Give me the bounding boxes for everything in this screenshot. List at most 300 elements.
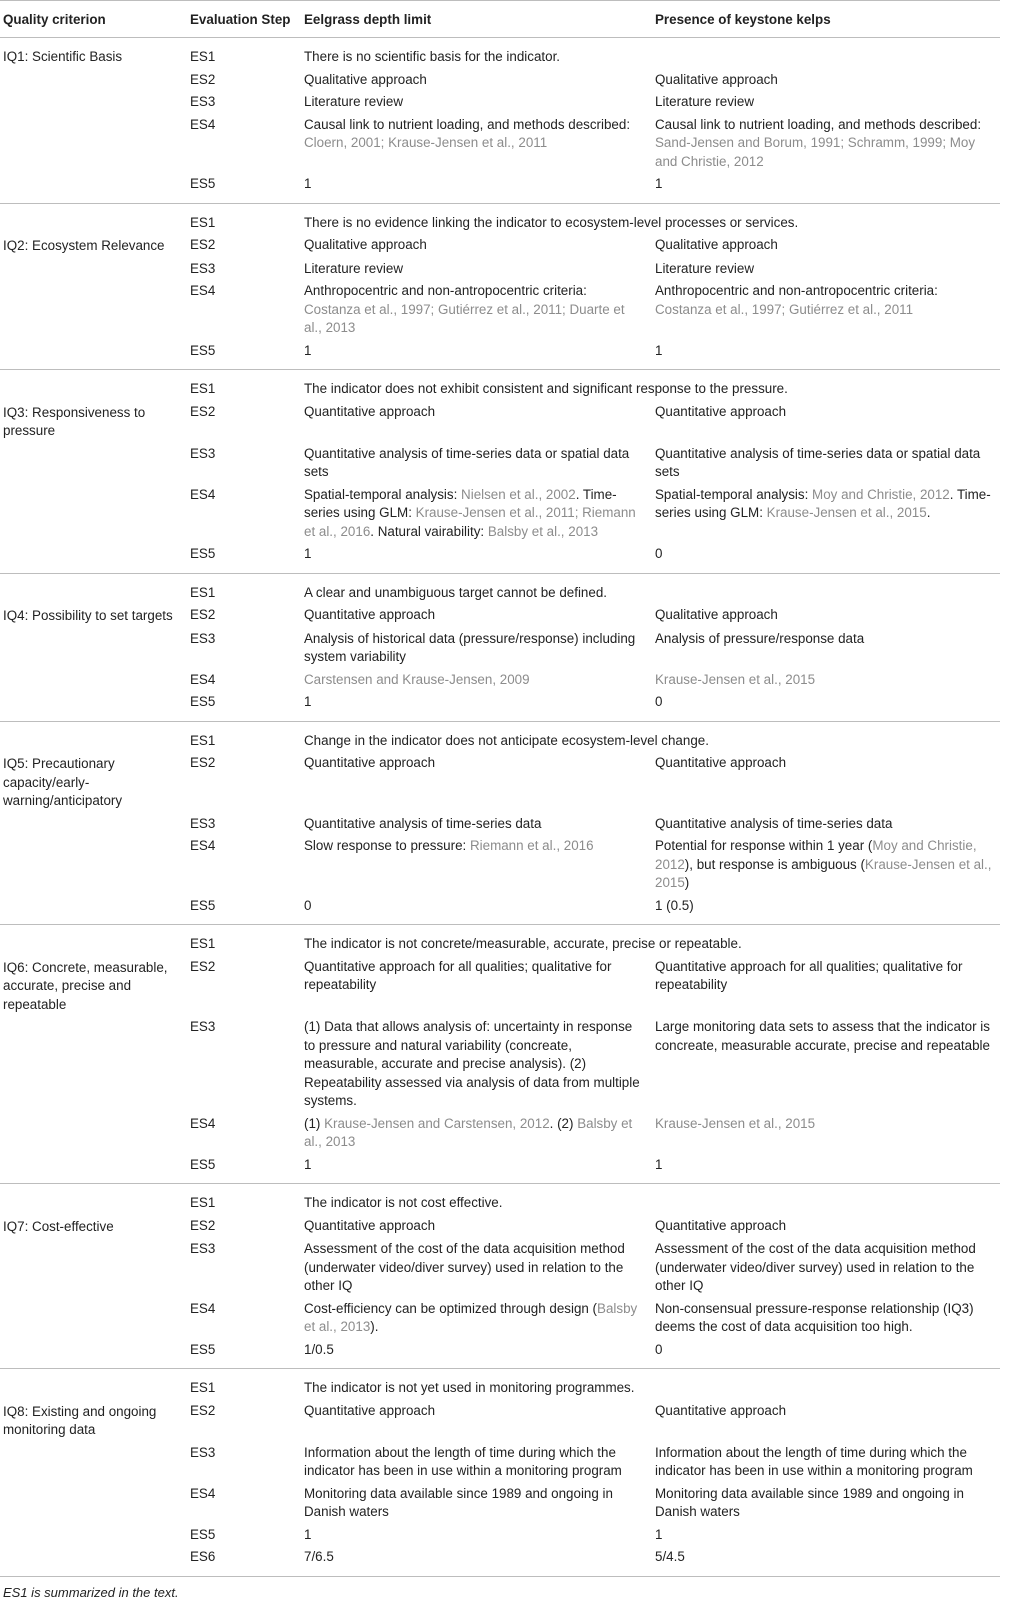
- criterion-cell: IQ6: Concrete, measurable, accurate, precise and repeatable: [3, 959, 168, 1012]
- citation-link[interactable]: Krause-Jensen et al., 2015: [655, 856, 992, 890]
- eelgrass-cell: [301, 91, 652, 114]
- criterion-cell: [0, 1154, 187, 1184]
- cell-text: 1/0.5: [304, 1341, 334, 1357]
- kelp-cell: [652, 91, 1000, 114]
- cell-text: 7/6.5: [304, 1549, 334, 1564]
- table-row: [0, 669, 1000, 692]
- header-evaluation-step: Evaluation Step: [190, 12, 291, 27]
- kelp-cell: [652, 1546, 1000, 1576]
- criterion-cell: [0, 1184, 187, 1215]
- table-row: [0, 895, 1000, 925]
- kelp-cell: [652, 669, 1000, 692]
- cell-text: Literature review: [304, 260, 403, 276]
- kelp-cell: [652, 956, 1000, 1017]
- citation-link[interactable]: Costanza et al., 1997; Gutiérrez et al., 2011: [655, 301, 914, 317]
- criterion-cell: [0, 573, 187, 604]
- kelp-cell: [652, 340, 1000, 370]
- es1-summary-cell: The indicator is not concrete/measurable, accurate, precise or repeatable.: [304, 936, 742, 951]
- table-row: [0, 1369, 1000, 1400]
- cell-text: Causal link to nutrient loading, and methods described:: [304, 116, 631, 132]
- criterion-cell: [0, 1442, 187, 1483]
- cell-text: Analysis of historical data (pressure/response) including system variability: [304, 630, 636, 664]
- kelp-cell: [652, 628, 1000, 669]
- eelgrass-cell: [301, 1154, 652, 1184]
- cell-text: 0: [304, 897, 312, 913]
- es1-summary-cell: There is no scientific basis for the indicator.: [304, 49, 561, 64]
- cell-text: Non-consensual pressure-response relationship (IQ3) deems the cost of data acquisition too high.: [655, 1300, 974, 1334]
- kelp-cell: [652, 691, 1000, 721]
- table-row: [0, 956, 1000, 1017]
- eelgrass-cell: [301, 1524, 652, 1547]
- table-row: [0, 1113, 1000, 1154]
- citation-link[interactable]: Moy and Christie, 2012: [655, 838, 977, 872]
- cell-text: (1) Data that allows analysis of: uncertainty in response to pressure and natural variability (concreate, measurable, accurate and precise analysis). (2) Repeatability assessed via analysis of data from multiple systems.: [304, 1019, 640, 1108]
- cell-text: Anthropocentric and non-antropocentric criteria:: [655, 283, 938, 298]
- cell-text: Qualitative approach: [655, 71, 778, 87]
- cell-text: Quantitative approach: [655, 1402, 787, 1418]
- eelgrass-cell: [301, 258, 652, 281]
- header-row: [0, 1, 1000, 38]
- eelgrass-cell: [301, 340, 652, 370]
- citation-link[interactable]: Costanza et al., 1997; Gutiérrez et al., 2011; Duarte et al., 2013: [304, 301, 625, 335]
- es1-summary-cell: The indicator is not yet used in monitoring programmes.: [304, 1380, 635, 1395]
- citation-link[interactable]: Balsby et al., 2013: [304, 1300, 638, 1334]
- cell-text: 1: [304, 546, 312, 561]
- cell-text: 1: [655, 1156, 663, 1172]
- table-row: [0, 543, 1000, 573]
- cell-text: Spatial-temporal analysis:: [655, 486, 813, 502]
- citation-link[interactable]: Cloern, 2001; Krause-Jensen et al., 2011: [304, 135, 548, 150]
- citation-link[interactable]: Riemann et al., 2016: [469, 838, 594, 853]
- eelgrass-cell: [301, 628, 652, 669]
- table-row: [0, 1154, 1000, 1184]
- criterion-group: [0, 38, 1000, 204]
- table-row: [0, 1016, 1000, 1113]
- cell-text: Quantitative analysis of time-series data: [304, 815, 542, 831]
- table-footnote: ES1 is summarized in the text.: [3, 1585, 179, 1600]
- kelp-cell: [652, 543, 1000, 573]
- evaluation-step-cell: ES5: [190, 546, 216, 561]
- table-row: [0, 280, 1000, 340]
- kelp-cell: [652, 1154, 1000, 1184]
- criterion-cell: IQ7: Cost-effective: [3, 1218, 114, 1234]
- cell-text: Monitoring data available since 1989 and ongoing in Danish waters: [304, 1485, 613, 1519]
- eelgrass-cell: [301, 1483, 652, 1524]
- cell-text: 1: [655, 342, 663, 358]
- cell-text: Qualitative approach: [655, 237, 778, 252]
- table-row: [0, 203, 1000, 234]
- cell-text: Qualitative approach: [304, 237, 427, 252]
- criterion-cell: [0, 443, 187, 484]
- criterion-cell: [0, 895, 187, 925]
- table-row: [0, 813, 1000, 836]
- kelp-cell: [652, 604, 1000, 628]
- es1-summary-cell: Change in the indicator does not anticipate ecosystem-level change.: [304, 732, 709, 748]
- evaluation-step-cell: ES2: [190, 71, 216, 87]
- evaluation-step-cell: ES5: [190, 1156, 216, 1172]
- evaluation-step-cell: ES3: [190, 1241, 216, 1256]
- table-row: [0, 1339, 1000, 1369]
- cell-text: Literature review: [655, 94, 754, 109]
- criterion-cell: IQ1: Scientific Basis: [3, 49, 123, 64]
- kelp-cell: [652, 69, 1000, 92]
- cell-text: . (2): [549, 1115, 578, 1131]
- cell-text: 1 (0.5): [655, 897, 694, 913]
- criterion-cell: [0, 691, 187, 721]
- eelgrass-cell: [301, 1215, 652, 1239]
- citation-link[interactable]: Krause-Jensen et al., 2011; Riemann et al., 2016: [304, 505, 636, 539]
- table-row: [0, 1298, 1000, 1339]
- cell-text: Slow response to pressure:: [304, 838, 470, 853]
- eelgrass-cell: [301, 280, 652, 340]
- cell-text: Quantitative approach: [655, 403, 787, 419]
- criterion-cell: IQ2: Ecosystem Relevance: [3, 238, 165, 253]
- eelgrass-cell: [301, 604, 652, 628]
- eelgrass-cell: [301, 484, 652, 544]
- citation-link[interactable]: Krause-Jensen and Carstensen, 2012: [324, 1115, 550, 1131]
- evaluation-step-cell: ES3: [190, 815, 216, 831]
- cell-text: Information about the length of time during which the indicator has been in use within a monitoring program: [655, 1444, 973, 1478]
- evaluation-step-cell: ES5: [190, 694, 216, 709]
- eelgrass-cell: [301, 1400, 652, 1442]
- cell-text: Analysis of pressure/response data: [655, 630, 865, 646]
- criterion-group: [0, 573, 1000, 721]
- criterion-cell: [0, 280, 187, 340]
- es1-summary-cell: There is no evidence linking the indicator to ecosystem-level processes or services.: [304, 214, 799, 230]
- criterion-cell: [0, 370, 187, 401]
- evaluation-step-cell: ES4: [190, 671, 216, 687]
- evaluation-step-cell: ES1: [190, 732, 216, 748]
- evaluation-step-cell: ES3: [190, 630, 216, 646]
- cell-text: . Time-series using GLM:: [655, 486, 991, 520]
- cell-text: 0: [655, 546, 663, 561]
- cell-text: Quantitative analysis of time-series data: [655, 815, 893, 831]
- eelgrass-cell: [301, 114, 652, 174]
- evaluation-step-cell: ES4: [190, 1485, 216, 1501]
- criterion-cell: [0, 91, 187, 114]
- eelgrass-cell: [301, 1298, 652, 1339]
- citation-link[interactable]: Krause-Jensen et al., 2015: [655, 1115, 816, 1131]
- table-row: [0, 370, 1000, 401]
- cell-text: Quantitative approach for all qualities; qualitative for repeatability: [304, 958, 612, 992]
- evaluation-step-cell: ES5: [190, 342, 216, 358]
- criterion-group: [0, 370, 1000, 574]
- criterion-cell: [0, 1016, 187, 1113]
- evaluation-step-cell: ES3: [190, 1019, 216, 1034]
- kelp-cell: [652, 1016, 1000, 1113]
- table-header: [0, 1, 1000, 38]
- eelgrass-cell: [301, 69, 652, 92]
- table-row: [0, 752, 1000, 813]
- cell-text: Quantitative approach: [304, 1217, 436, 1233]
- cell-text: Quantitative approach: [304, 403, 436, 419]
- eelgrass-cell: [301, 835, 652, 895]
- table-row: [0, 721, 1000, 752]
- table-row: [0, 1400, 1000, 1442]
- eelgrass-cell: [301, 752, 652, 813]
- cell-text: Information about the length of time during which the indicator has been in use within a monitoring program: [304, 1444, 622, 1478]
- eelgrass-cell: [301, 1113, 652, 1154]
- criterion-cell: [0, 925, 187, 956]
- criterion-cell: [0, 1546, 187, 1576]
- kelp-cell: [652, 114, 1000, 174]
- criterion-cell: [0, 340, 187, 370]
- criterion-cell: [0, 173, 187, 203]
- criterion-cell: [0, 1339, 187, 1369]
- cell-text: Quantitative approach: [655, 1217, 787, 1233]
- criterion-cell: [0, 813, 187, 836]
- table-row: [0, 604, 1000, 628]
- cell-text: Qualitative approach: [655, 607, 778, 622]
- table-row: [0, 1184, 1000, 1215]
- cell-text: Assessment of the cost of the data acquisition method (underwater video/diver survey) used in relation to the other IQ: [304, 1241, 625, 1293]
- criterion-cell: [0, 543, 187, 573]
- eelgrass-cell: [301, 543, 652, 573]
- cell-text: Spatial-temporal analysis:: [304, 486, 462, 502]
- eelgrass-cell: [301, 1442, 652, 1483]
- kelp-cell: [652, 1400, 1000, 1442]
- table-row: [0, 114, 1000, 174]
- eelgrass-cell: [301, 1016, 652, 1113]
- criterion-group: [0, 721, 1000, 925]
- kelp-cell: [652, 1215, 1000, 1239]
- criterion-cell: IQ3: Responsiveness to pressure: [3, 404, 146, 438]
- citation-link[interactable]: Krause-Jensen et al., 2015: [655, 671, 816, 687]
- citation-link[interactable]: Sand-Jensen and Borum, 1991; Schramm, 1999; Moy and Christie, 2012: [655, 135, 976, 169]
- table-row: [0, 1442, 1000, 1483]
- evaluation-step-cell: ES5: [190, 176, 216, 191]
- kelp-cell: [652, 813, 1000, 836]
- kelp-cell: [652, 234, 1000, 258]
- citation-link[interactable]: Moy and Christie, 2012: [812, 486, 950, 502]
- eelgrass-cell: [301, 669, 652, 692]
- evaluation-step-cell: ES5: [190, 1526, 216, 1542]
- kelp-cell: [652, 280, 1000, 340]
- header-quality-criterion: Quality criterion: [3, 12, 106, 27]
- kelp-cell: [652, 1113, 1000, 1154]
- eelgrass-cell: [301, 443, 652, 484]
- criterion-cell: [0, 1238, 187, 1298]
- evaluation-step-cell: ES2: [190, 237, 216, 252]
- evaluation-step-cell: ES1: [190, 936, 216, 951]
- criterion-cell: [0, 1113, 187, 1154]
- cell-text: 0: [655, 1341, 663, 1357]
- table-row: [0, 258, 1000, 281]
- cell-text: Potential for response within 1 year (: [655, 838, 873, 853]
- cell-text: 1: [655, 1526, 663, 1542]
- header-eelgrass-depth-limit: Eelgrass depth limit: [304, 12, 432, 27]
- table-row: [0, 484, 1000, 544]
- kelp-cell: [652, 752, 1000, 813]
- evaluation-step-cell: ES1: [190, 1380, 216, 1395]
- citation-link[interactable]: Balsby et al., 2013: [304, 1115, 633, 1149]
- table-row: [0, 1546, 1000, 1576]
- eelgrass-cell: [301, 895, 652, 925]
- evaluation-step-cell: ES4: [190, 1115, 216, 1131]
- evaluation-step-cell: ES2: [190, 403, 216, 419]
- criterion-cell: [0, 628, 187, 669]
- cell-text: 1: [304, 1156, 312, 1172]
- kelp-cell: [652, 1442, 1000, 1483]
- criterion-cell: [0, 1369, 187, 1400]
- criterion-cell: IQ8: Existing and ongoing monitoring data: [3, 1403, 157, 1437]
- cell-text: 1: [304, 1526, 312, 1542]
- evaluation-step-cell: ES2: [190, 755, 216, 770]
- kelp-cell: [652, 1524, 1000, 1547]
- evaluation-step-cell: ES2: [190, 1217, 216, 1233]
- cell-text: Assessment of the cost of the data acquisition method (underwater video/diver survey) used in relation to the other IQ: [655, 1241, 976, 1293]
- cell-text: (1): [304, 1115, 325, 1131]
- cell-text: Quantitative approach: [304, 1402, 436, 1418]
- header-keystone-kelps: Presence of keystone kelps: [655, 12, 831, 27]
- cell-text: Anthropocentric and non-antropocentric criteria:: [304, 283, 587, 298]
- evaluation-step-cell: ES3: [190, 260, 216, 276]
- cell-text: .: [926, 505, 931, 520]
- cell-text: 5/4.5: [655, 1549, 685, 1564]
- cell-text: 1: [304, 694, 312, 709]
- criterion-cell: [0, 203, 187, 234]
- criterion-cell: [0, 484, 187, 544]
- table-row: [0, 1483, 1000, 1524]
- kelp-cell: [652, 835, 1000, 895]
- criterion-cell: [0, 69, 187, 92]
- cell-text: ): [684, 875, 690, 890]
- evaluation-step-cell: ES1: [190, 381, 216, 396]
- evaluation-step-cell: ES3: [190, 94, 216, 109]
- kelp-cell: [652, 258, 1000, 281]
- table-row: [0, 91, 1000, 114]
- table-row: [0, 1524, 1000, 1547]
- cell-text: Quantitative approach for all qualities; qualitative for repeatability: [655, 958, 963, 992]
- eelgrass-cell: [301, 401, 652, 443]
- evaluation-step-cell: ES5: [190, 1341, 216, 1357]
- es1-summary-cell: The indicator is not cost effective.: [304, 1195, 503, 1210]
- kelp-cell: [652, 1483, 1000, 1524]
- table-row: [0, 401, 1000, 443]
- kelp-cell: [652, 1298, 1000, 1339]
- kelp-cell: [652, 895, 1000, 925]
- cell-text: Quantitative approach: [655, 755, 787, 770]
- eelgrass-cell: [301, 1238, 652, 1298]
- cell-text: . Time-series using GLM:: [304, 486, 617, 520]
- cell-text: Literature review: [304, 94, 403, 109]
- criterion-cell: [0, 669, 187, 692]
- kelp-cell: [652, 1238, 1000, 1298]
- evaluation-step-cell: ES2: [190, 958, 216, 974]
- eelgrass-cell: [301, 813, 652, 836]
- evaluation-step-cell: ES4: [190, 1300, 216, 1316]
- eelgrass-cell: [301, 1546, 652, 1576]
- evaluation-step-cell: ES1: [190, 49, 216, 64]
- cell-text: ), but response is ambiguous (: [684, 856, 865, 872]
- evaluation-step-cell: ES5: [190, 897, 216, 913]
- evaluation-step-cell: ES1: [190, 214, 216, 230]
- table-row: [0, 340, 1000, 370]
- criterion-group: [0, 925, 1000, 1184]
- criterion-cell: [0, 721, 187, 752]
- cell-text: Quantitative approach: [304, 755, 436, 770]
- cell-text: ).: [370, 1319, 379, 1334]
- table-row: [0, 925, 1000, 956]
- criterion-group: [0, 203, 1000, 370]
- cell-text: 1: [304, 176, 312, 191]
- evaluation-step-cell: ES4: [190, 283, 216, 298]
- evaluation-step-cell: ES4: [190, 838, 216, 853]
- criterion-group: [0, 1184, 1000, 1369]
- cell-text: 0: [655, 694, 663, 709]
- es1-summary-cell: The indicator does not exhibit consistent and significant response to the pressure.: [304, 381, 788, 396]
- kelp-cell: [652, 173, 1000, 203]
- eelgrass-cell: [301, 173, 652, 203]
- table-row: [0, 835, 1000, 895]
- criterion-cell: [0, 114, 187, 174]
- criterion-cell: [0, 835, 187, 895]
- eelgrass-cell: [301, 1339, 652, 1369]
- evaluation-step-cell: ES2: [190, 1402, 216, 1418]
- cell-text: Cost-efficiency can be optimized through design (: [304, 1300, 598, 1316]
- evaluation-step-cell: ES4: [190, 116, 216, 132]
- criterion-cell: IQ5: Precautionary capacity/early-warning/anticipatory: [3, 756, 123, 808]
- criterion-cell: [0, 258, 187, 281]
- table-row: [0, 69, 1000, 92]
- cell-text: . Natural vairability:: [370, 523, 488, 539]
- table-row: [0, 1215, 1000, 1239]
- table-row: [0, 38, 1000, 69]
- cell-text: Quantitative analysis of time-series data or spatial data sets: [655, 445, 981, 479]
- eelgrass-cell: [301, 956, 652, 1017]
- cell-text: Quantitative approach: [304, 607, 436, 622]
- evaluation-step-cell: ES4: [190, 486, 216, 502]
- table-row: [0, 1238, 1000, 1298]
- evaluation-step-cell: ES1: [190, 584, 216, 600]
- citation-link[interactable]: Nielsen et al., 2002: [461, 486, 576, 502]
- criterion-cell: [0, 1524, 187, 1547]
- evaluation-step-cell: ES2: [190, 607, 216, 622]
- criterion-cell: IQ4: Possibility to set targets: [3, 608, 173, 623]
- evaluation-step-cell: ES6: [190, 1549, 216, 1564]
- es1-summary-cell: A clear and unambiguous target cannot be defined.: [304, 584, 607, 600]
- eelgrass-cell: [301, 691, 652, 721]
- table-row: [0, 573, 1000, 604]
- cell-text: Monitoring data available since 1989 and ongoing in Danish waters: [655, 1485, 964, 1519]
- cell-text: Qualitative approach: [304, 71, 427, 87]
- table-row: [0, 628, 1000, 669]
- cell-text: Literature review: [655, 260, 754, 276]
- criterion-cell: [0, 1483, 187, 1524]
- kelp-cell: [652, 1339, 1000, 1369]
- cell-text: 1: [304, 342, 312, 358]
- cell-text: 1: [655, 176, 663, 191]
- citation-link[interactable]: Carstensen and Krause-Jensen, 2009: [304, 671, 530, 687]
- kelp-cell: [652, 443, 1000, 484]
- eelgrass-cell: [301, 234, 652, 258]
- table-row: [0, 173, 1000, 203]
- evaluation-step-cell: ES3: [190, 445, 216, 461]
- kelp-cell: [652, 401, 1000, 443]
- kelp-cell: [652, 484, 1000, 544]
- table-row: [0, 691, 1000, 721]
- table-row: [0, 234, 1000, 258]
- criterion-group: [0, 1369, 1000, 1577]
- citation-link[interactable]: Krause-Jensen et al., 2015: [766, 505, 927, 520]
- cell-text: Quantitative analysis of time-series data or spatial data sets: [304, 445, 630, 479]
- criterion-cell: [0, 1298, 187, 1339]
- evaluation-step-cell: ES3: [190, 1444, 216, 1460]
- citation-link[interactable]: Balsby et al., 2013: [487, 523, 599, 539]
- table-row: [0, 443, 1000, 484]
- cell-text: Large monitoring data sets to assess that the indicator is concreate, measurable accurate, precise and repeatable: [655, 1019, 990, 1053]
- evaluation-step-cell: ES1: [190, 1195, 216, 1210]
